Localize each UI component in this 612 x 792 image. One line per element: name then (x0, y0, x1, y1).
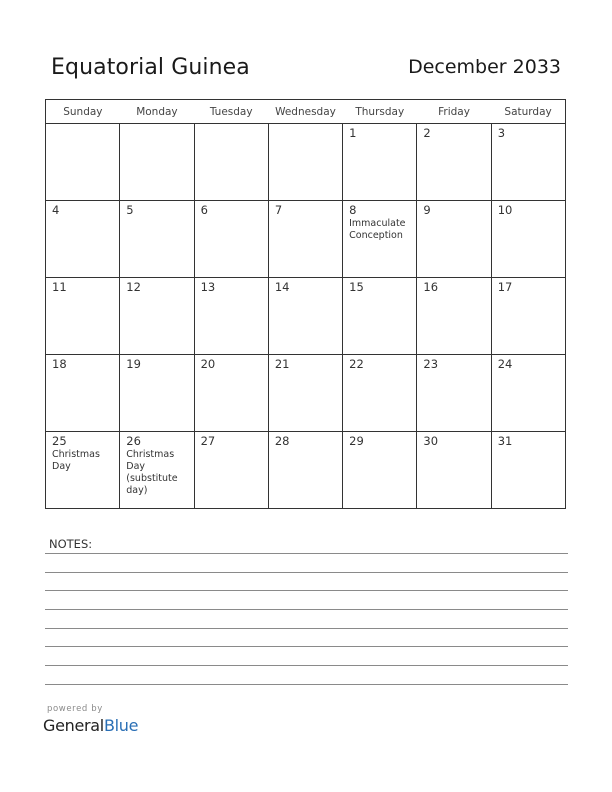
brand-general-text: General (43, 716, 104, 735)
calendar-day-cell (268, 124, 342, 201)
day-number: 9 (423, 203, 431, 217)
day-number: 8 (349, 203, 357, 217)
calendar-day-cell (417, 278, 491, 355)
calendar-day-cell (120, 124, 194, 201)
day-cell-content (492, 124, 565, 198)
calendar-day-cell (417, 124, 491, 201)
holiday-event: Christmas Day (52, 449, 100, 472)
note-line[interactable] (45, 553, 568, 554)
note-line[interactable] (45, 684, 568, 685)
calendar-day-cell (268, 355, 342, 432)
day-number: 18 (52, 357, 67, 371)
day-cell-content (417, 278, 490, 352)
calendar-country-title: Equatorial Guinea (51, 55, 250, 80)
note-line[interactable] (45, 609, 568, 610)
day-cell-content (343, 278, 416, 352)
day-cell-content (195, 355, 268, 429)
day-number: 26 (126, 434, 141, 448)
day-number: 14 (274, 280, 290, 294)
day-cell-content (343, 432, 416, 506)
calendar-day-cell (343, 201, 417, 278)
day-cell-content (343, 124, 416, 198)
day-cell-content (269, 355, 342, 429)
powered-by-text: powered by (47, 704, 103, 714)
day-number: 15 (349, 280, 364, 294)
day-number: 13 (200, 280, 216, 294)
weekday-tuesday: Tuesday (194, 100, 268, 124)
day-cell-content (269, 432, 342, 506)
note-line[interactable] (45, 628, 568, 629)
day-number: 20 (200, 357, 216, 371)
day-number: 19 (126, 357, 141, 371)
day-number: 16 (423, 280, 439, 294)
weekday-header-row (46, 100, 566, 124)
note-line[interactable] (45, 665, 568, 666)
calendar-day-cell (491, 124, 565, 201)
calendar-day-cell (120, 278, 194, 355)
calendar-day-cell (417, 355, 491, 432)
day-number: 7 (274, 203, 283, 217)
calendar-week-row (46, 432, 566, 509)
weekday-saturday: Saturday (491, 100, 565, 124)
day-number: 1 (349, 126, 357, 140)
day-number: 30 (423, 434, 439, 448)
weekday-thursday: Thursday (343, 100, 417, 124)
day-cell-content (46, 278, 119, 352)
calendar-day-cell (194, 201, 268, 278)
day-number: 22 (349, 357, 364, 371)
day-cell-content (120, 124, 193, 198)
day-number: 28 (274, 434, 290, 448)
day-cell-content (46, 124, 119, 198)
day-cell-content (492, 432, 565, 506)
month-calendar-grid (45, 99, 566, 509)
day-number: 6 (200, 203, 208, 217)
day-number: 12 (126, 280, 141, 294)
calendar-day-cell (46, 124, 120, 201)
calendar-day-cell (268, 432, 342, 509)
brand-blue-text: Blue (103, 716, 139, 735)
day-number: 23 (423, 357, 439, 371)
calendar-day-cell (491, 278, 565, 355)
notes-label: NOTES: (49, 537, 93, 551)
holiday-event: Christmas Day (substitute day) (126, 449, 178, 496)
calendar-day-cell (491, 432, 565, 509)
day-number: 10 (497, 203, 513, 217)
calendar-day-cell (194, 355, 268, 432)
day-cell-content (417, 201, 490, 275)
day-number: 21 (274, 357, 290, 371)
calendar-day-cell (268, 201, 342, 278)
day-number: 25 (52, 434, 67, 448)
calendar-day-cell (120, 355, 194, 432)
day-cell-content (120, 201, 193, 275)
calendar-weeks (46, 124, 566, 509)
day-cell-content (417, 124, 490, 198)
calendar-day-cell (46, 201, 120, 278)
calendar-month-label: December 2033 (408, 56, 561, 78)
calendar-day-cell (46, 432, 120, 509)
day-number: 17 (497, 280, 513, 294)
calendar-day-cell (120, 432, 194, 509)
calendar-day-cell (343, 278, 417, 355)
weekday-wednesday: Wednesday (268, 100, 342, 124)
day-cell-content (269, 201, 342, 275)
day-cell-content (46, 355, 119, 429)
day-cell-content (46, 432, 119, 506)
day-number: 27 (200, 434, 216, 448)
weekday-monday: Monday (120, 100, 194, 124)
day-cell-content (343, 201, 416, 275)
day-cell-content (120, 432, 193, 506)
day-cell-content (269, 278, 342, 352)
day-cell-content (195, 201, 268, 275)
calendar-day-cell (194, 278, 268, 355)
calendar-day-cell (343, 124, 417, 201)
holiday-event: Immaculate Conception (349, 218, 406, 241)
day-number: 4 (52, 203, 60, 217)
day-cell-content (195, 432, 268, 506)
day-cell-content (417, 355, 490, 429)
calendar-day-cell (417, 432, 491, 509)
weekday-friday: Friday (417, 100, 491, 124)
day-number: 31 (497, 434, 513, 448)
day-cell-content (120, 278, 193, 352)
note-line[interactable] (45, 572, 568, 573)
calendar-day-cell (120, 201, 194, 278)
calendar-day-cell (46, 278, 120, 355)
day-cell-content (195, 278, 268, 352)
generalblue-logo[interactable] (43, 716, 138, 735)
calendar-day-cell (194, 432, 268, 509)
day-cell-content (120, 355, 193, 429)
day-cell-content (492, 355, 565, 429)
weekday-sunday: Sunday (46, 100, 120, 124)
calendar-week-row (46, 124, 566, 201)
day-number: 5 (126, 203, 134, 217)
day-number: 24 (497, 357, 513, 371)
calendar-week-row (46, 278, 566, 355)
day-cell-content (492, 201, 565, 275)
note-line[interactable] (45, 590, 568, 591)
day-number: 11 (52, 280, 67, 294)
day-cell-content (343, 355, 416, 429)
calendar-day-cell (343, 432, 417, 509)
day-cell-content (195, 124, 268, 198)
day-cell-content (46, 201, 119, 275)
calendar-day-cell (194, 124, 268, 201)
calendar-week-row (46, 201, 566, 278)
calendar-day-cell (46, 355, 120, 432)
calendar-day-cell (343, 355, 417, 432)
calendar-day-cell (268, 278, 342, 355)
day-number: 29 (349, 434, 364, 448)
day-cell-content (492, 278, 565, 352)
day-cell-content (417, 432, 490, 506)
day-number: 2 (423, 126, 431, 140)
day-number: 3 (497, 126, 506, 140)
calendar-day-cell (491, 355, 565, 432)
note-line[interactable] (45, 646, 568, 647)
calendar-week-row (46, 355, 566, 432)
day-cell-content (269, 124, 342, 198)
calendar-day-cell (491, 201, 565, 278)
calendar-day-cell (417, 201, 491, 278)
